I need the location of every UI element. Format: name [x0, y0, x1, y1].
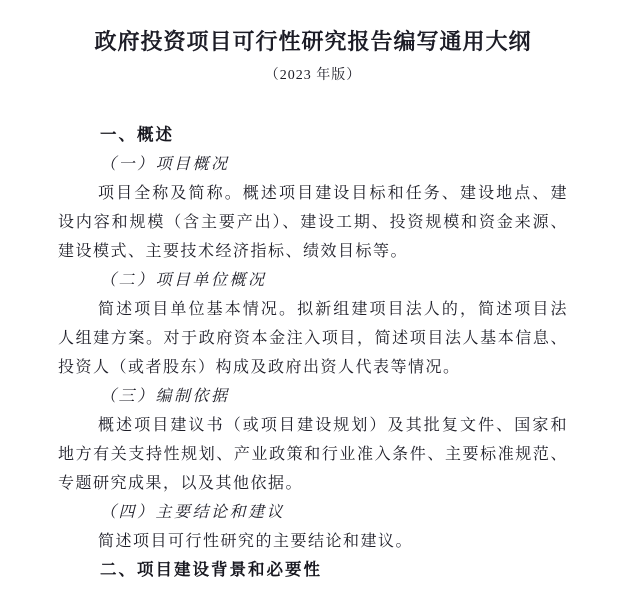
subsection-1-2-heading: （二）项目单位概况 — [100, 272, 267, 289]
section-2-heading: 二、项目建设背景和必要性 — [100, 561, 322, 579]
subsection-1-2-paragraph: 简述项目单位基本情况。拟新组建项目法人的，简述项目法人组建方案。对于政府资本金注入项目，简述项目法人基本信息、投资人（或者股东）构成及政府出资人代表等情况。 — [58, 301, 568, 376]
document-body — [58, 121, 568, 585]
document-title: 政府投资项目可行性研究报告编写通用大纲 — [94, 29, 532, 54]
subsection-1-4-heading: （四）主要结论和建议 — [100, 504, 286, 521]
document-subtitle: （2023 年版） — [264, 68, 362, 83]
subsection-1-4-paragraph: 简述项目可行性研究的主要结论和建议。 — [98, 533, 414, 550]
subsection-1-3-paragraph: 概述项目建议书（或项目建设规划）及其批复文件、国家和地方有关支持性规划、产业政策和行业准入条件、主要标准规范、专题研究成果，以及其他依据。 — [58, 417, 568, 492]
subsection-1-1-paragraph: 项目全称及简称。概述项目建设目标和任务、建设地点、建设内容和规模（含主要产出）、建设工期、投资规模和资金来源、建设模式、主要技术经济指标、绩效目标等。 — [58, 185, 568, 260]
section-1-heading: 一、概述 — [100, 126, 174, 144]
subsection-1-1-heading: （一）项目概况 — [100, 156, 230, 173]
subsection-1-3-heading: （三）编制依据 — [100, 388, 230, 405]
